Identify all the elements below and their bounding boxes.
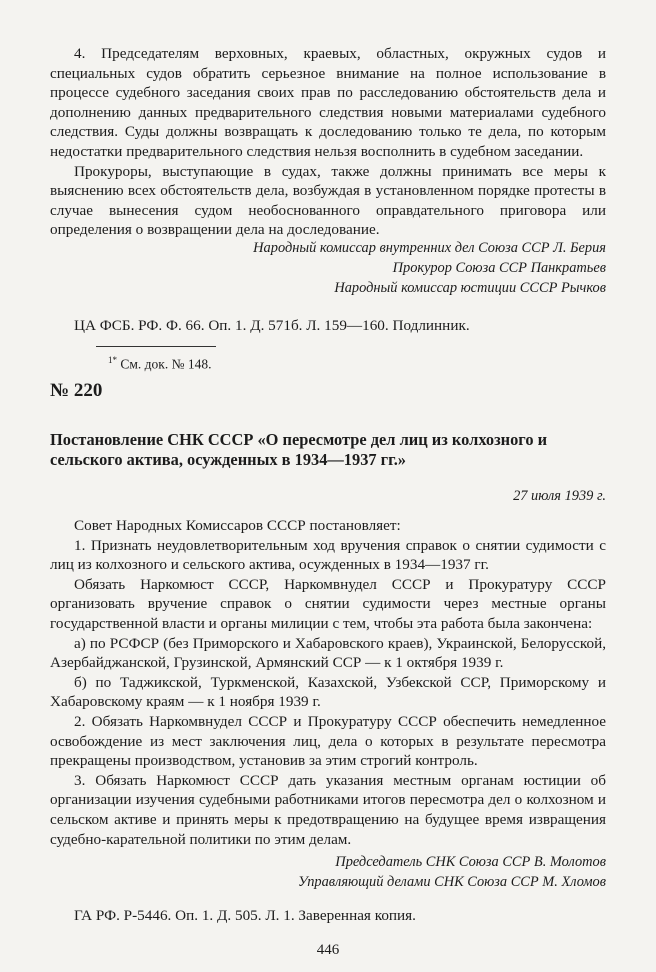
- document-body: [50, 516, 606, 849]
- signature-molotov: Председатель СНК Союза ССР В. Молотов: [335, 854, 606, 870]
- paragraph-b: б) по Таджикской, Туркменской, Казахской, Узбекской ССР, Приморскому и Хабаровскому краям — к 1 ноября 1939 г.: [50, 673, 606, 711]
- paragraph-4: 4. Председателям верховных, краевых, областных, окружных судов и специальных судов обратить серьезное внимание на полное использование в процессе судебного заседания своих прав по расследованию обстоятельств дела и дополнению данных предварительного следствия новыми материалами судебного следствия. Суды должны возвращать к доследованию только те дела, по которым недостатки предварительного следствия нельзя восполнить в судебном заседании.: [50, 45, 606, 160]
- signature-beria: Народный комиссар внутренних дел Союза ССР Л. Берия: [253, 240, 606, 256]
- footnote-divider: [96, 346, 216, 347]
- footnote-text: См. док. № 148.: [120, 356, 212, 372]
- archive-source-fsb: ЦА ФСБ. РФ. Ф. 66. Оп. 1. Д. 571б. Л. 159—160. Подлинник.: [74, 317, 470, 334]
- paragraph-3: 3. Обязать Наркомюст СССР дать указания местным органам юстиции об организации изучения судебными работниками итогов пересмотра дел о колхозном и сельском активе и принять меры к предотвращению на будущее время извращения судебно-карательной политики по этим делам.: [50, 771, 606, 848]
- paragraph-2: 2. Обязать Наркомвнудел СССР и Прокуратуру СССР обеспечить немедленное освобождение из мест заключения лиц, дела о которых в результате пересмотра прекращены производством, установив за этим строгий контроль.: [50, 712, 606, 770]
- document-date: 27 июля 1939 г.: [513, 488, 606, 504]
- paragraph-obligation: Обязать Наркомюст СССР, Наркомвнудел СССР и Прокуратуру СССР организовать вручение справок о снятии судимости через местные органы государственной власти и органы милиции с тем, чтобы эта работа была закончена:: [50, 575, 606, 632]
- signature-rychkov: Народный комиссар юстиции СССР Рычков: [334, 280, 606, 296]
- prev-signatures: [50, 238, 606, 298]
- document-title: Постановление СНК СССР «О пересмотре дел лиц из колхозного и сельского актива, осужденных в 1934—1937 гг.»: [50, 430, 548, 469]
- signature-pankratyev: Прокурор Союза ССР Панкратьев: [392, 260, 606, 276]
- paragraph-a: а) по РСФСР (без Приморского и Хабаровского краев), Украинской, Белорусской, Азербайджанской, Грузинской, Армянский ССР — к 1 октября 1939 г.: [50, 634, 606, 672]
- page-number: 446: [316, 942, 340, 958]
- paragraph-preamble: Совет Народных Комиссаров СССР постановляет:: [74, 517, 401, 534]
- archive-source-garf: ГА РФ. Р-5446. Оп. 1. Д. 505. Л. 1. Заверенная копия.: [74, 907, 416, 924]
- prev-document-tail: [50, 44, 606, 240]
- footnote: [108, 355, 211, 373]
- signature-khlomov: Управляющий делами СНК Союза ССР М. Хломов: [297, 874, 606, 890]
- document-number: № 220: [50, 380, 103, 401]
- document-signatures: [50, 852, 606, 892]
- footnote-mark: 1*: [108, 355, 117, 365]
- paragraph-1: 1. Признать неудовлетворительным ход вручения справок о снятии судимости с лиц из колхозного и сельского актива, осужденных в 1934—1937 гг.: [50, 536, 606, 574]
- paragraph-prosecutors: Прокуроры, выступающие в судах, также должны принимать все меры к выяснению всех обстоятельств дела, возбуждая в установленном порядке протесты в случае вынесения судом необоснованного оправдательного приговора или определения о возвращении дела на доследование.: [50, 162, 606, 239]
